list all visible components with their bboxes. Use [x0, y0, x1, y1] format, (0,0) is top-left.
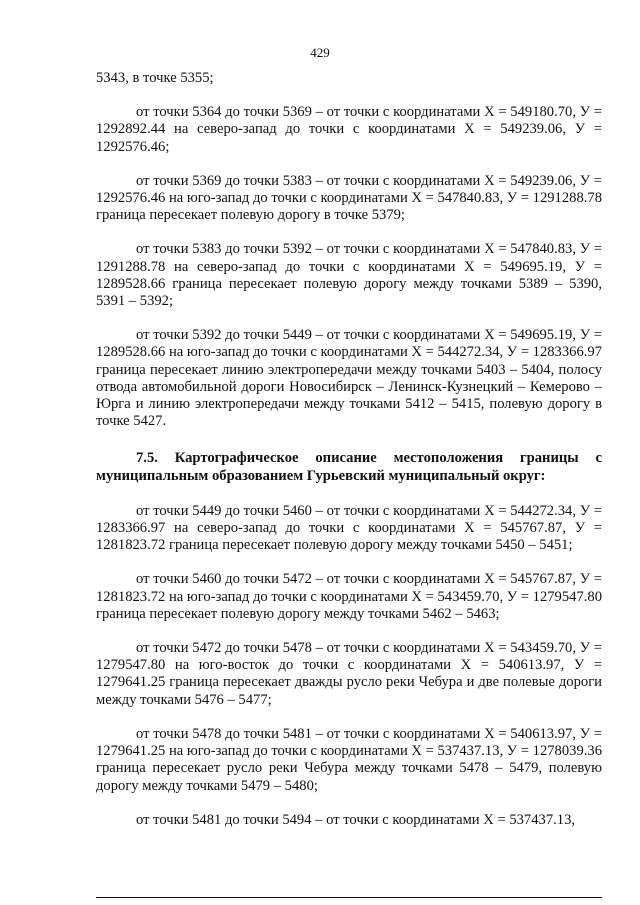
section-heading: 7.5. Картографическое описание местоположения границы с муниципальным образованием Гурьевский муниципальный округ:	[96, 450, 602, 484]
page-number: 429	[310, 45, 330, 60]
paragraph: от точки 5449 до точки 5460 – от точки с координатами Х = 544272.34, У = 1283366.97 на северо-запад до точки с координатами Х = 545767.87, У = 1281823.72 граница пересекает полевую дорогу между точками 5450 – 5451;	[96, 502, 602, 554]
bottom-divider	[96, 897, 602, 898]
paragraph: от точки 5460 до точки 5472 – от точки с координатами Х = 545767.87, У = 1281823.72 на юго-запад до точки с координатами Х = 543459.70, У = 1279547.80 граница пересекает полевую дорогу между точками 5462 – 5463;	[96, 571, 602, 622]
paragraph: от точки 5364 до точки 5369 – от точки с координатами Х = 549180.70, У = 1292892.44 на северо-запад до точки с координатами Х = 549239.06, У = 1292576.46;	[96, 104, 602, 155]
paragraph: от точки 5369 до точки 5383 – от точки с координатами Х = 549239.06, У = 1292576.46 на юго-запад до точки с координатами Х = 547840.83, У = 1291288.78 граница пересекает полевую дорогу в точке 5379;	[96, 172, 602, 224]
paragraph: 5343, в точке 5355;	[96, 70, 214, 86]
paragraph: от точки 5383 до точки 5392 – от точки с координатами Х = 547840.83, У = 1291288.78 на северо-запад до точки с координатами Х = 549695.19, У = 1289528.66 граница пересекает полевую дорогу между точками 5389 – 5390, 5391 – 5392;	[96, 241, 602, 310]
paragraph: от точки 5392 до точки 5449 – от точки с координатами Х = 549695.19, У = 1289528.66 на юго-запад до точки с координатами Х = 544272.34, У = 1283366.97 граница пересекает линию электропередачи между точками 5403 – 5404, полосу отвода автомобильной дороги Новосибирск – Ленинск-Кузнецкий – Кемерово – Юрга и линию электропередачи между точками 5412 – 5415, полевую дорогу в точке 5427.	[96, 327, 602, 430]
document-body	[96, 70, 602, 846]
paragraph: от точки 5478 до точки 5481 – от точки с координатами Х = 540613.97, У = 1279641.25 на юго-запад до точки с координатами Х = 537437.13, У = 1278039.36 граница пересекает русло реки Чебура между точками 5478 – 5479, полевую дорогу между точками 5479 – 5480;	[96, 725, 602, 794]
paragraph: от точки 5472 до точки 5478 – от точки с координатами Х = 543459.70, У = 1279547.80 на юго-восток до точки с координатами Х = 540613.97, У = 1279641.25 граница пересекает дважды русло реки Чебура и две полевые дороги между точками 5476 – 5477;	[96, 640, 602, 708]
paragraph: от точки 5481 до точки 5494 – от точки с координатами Х = 537437.13,	[136, 811, 576, 828]
